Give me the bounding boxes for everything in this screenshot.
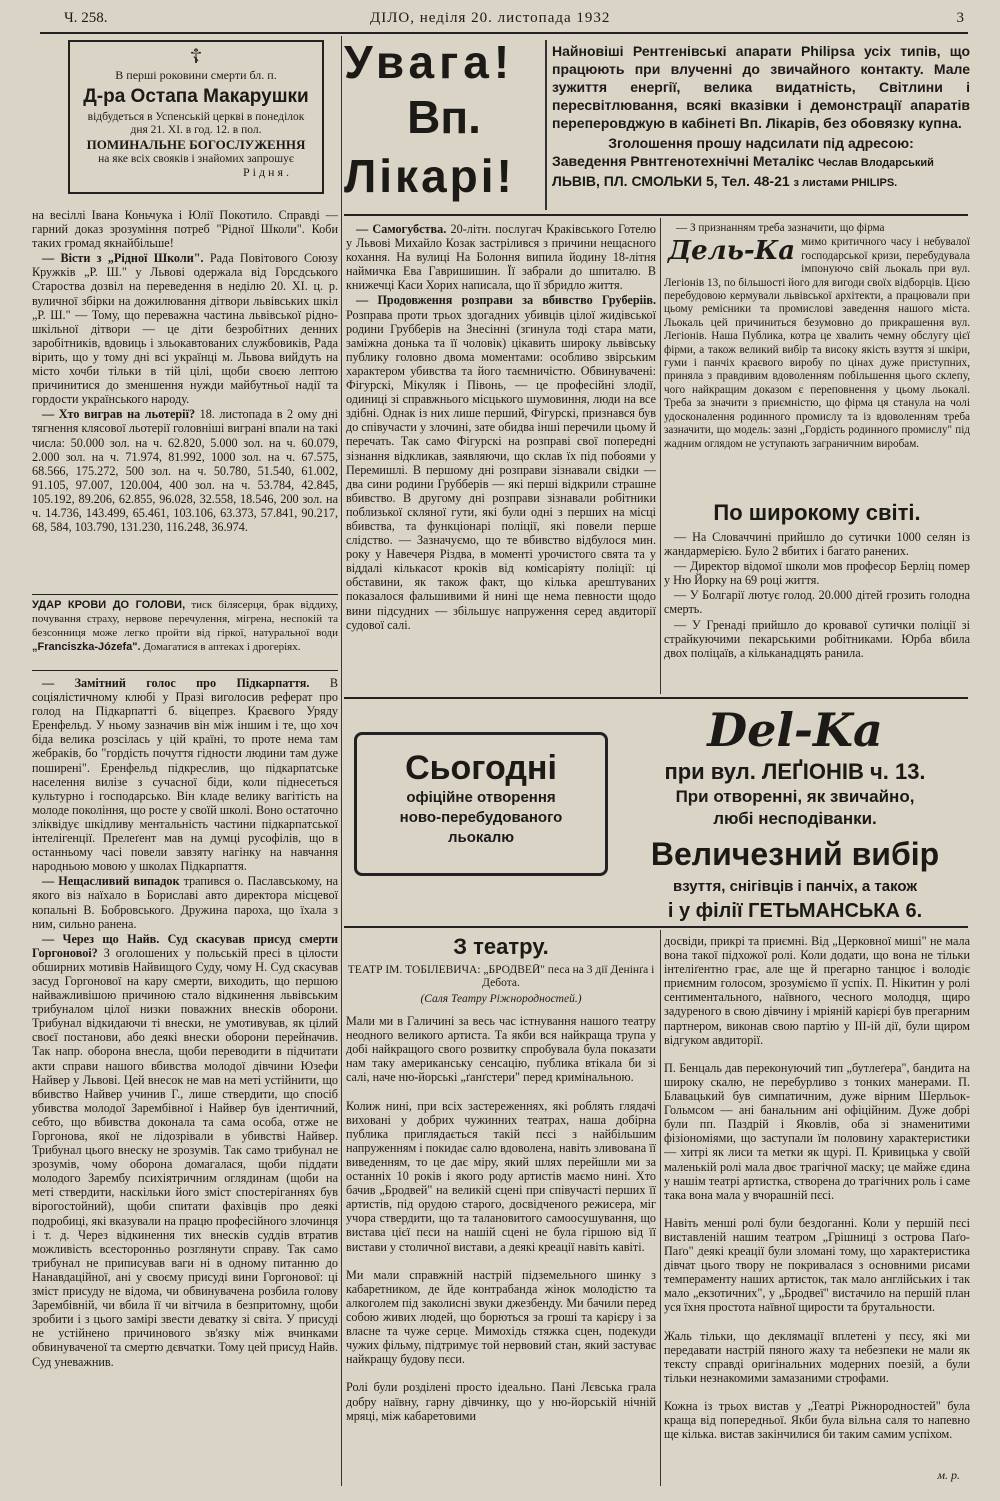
left-rule-2 [32, 670, 338, 671]
obituary-line3: на яке всіх свояків і знайомих запрошує [98, 153, 294, 165]
delka-logo: Del-Ka [707, 703, 883, 757]
delka-line3: любі несподіванки. [713, 809, 877, 828]
opening-line1: офіційне отворення [406, 789, 556, 806]
world-item-1: — На Словаччині прийшло до сутички 1000 селян із жандармерією. Було 2 вбитих і багато ранених. [664, 530, 970, 559]
theatre-signature: м. р. [937, 1468, 960, 1482]
delka-line2: При отворенні, як звичайно, [675, 787, 915, 806]
page-header [40, 6, 968, 32]
xray-line2: усіх типів, що працюють при влученні до звичайного контакту. Мале зужиття енергії, велика видатність, Світлини і пересвітлювання, всякі вказівки і демонстрації апаратів переперовджую в кабінеті Вп. Лікарів, без обовязку купна. [552, 43, 970, 131]
xray-line4b: Чеслав Влодарський [818, 157, 934, 169]
news-gruber-trial: — Продовження розправи за вбивство Груберіів. Розправа проти трьох здогадних убивців цілої жидівської родини Грубберів на Знесінні (згинула тоді стара мати, заміжна донька та її чоловік) цікавить широку львівську публику головно двома моментами: особливо звірським характером убивства та його таємничістю. Обвинувачені: Фігурскі, Мікуляк і Півонь, — це професійні злодії, одиниці зі справжнього місцького шумовиння, люди на все здібні. Однак із них лише перший, Фігурскі, признався був до співучасти у злочині, зате обидва інші перечили цьому й перечать. Так само Фігурскі на розправі свої попередні зізнання відкликав, заявляючи, що склав їх під побоями у Перемишлі. В першому дні розправи зізнавали свідки — два сини родини Грубберів — які перші відкрили страшне вбивство. В другому дні розправи зізнавали робітники поблизької скляної гути, які були одні з перших на місці вбивства, та функціонарі поліції, які повели перше слідство. — Зазначуємо, що те вбивство відбулося мин. року у Навечеря Різдва, в моменті урочистого свята та у віддалі кількасот кроків від комісаріяту поліції: ці обставини, як також факт, що кілька арештуваних показалося фальшивими й нині ще нема певности щодо вини підсудних — збільшує напруження серед авдиторії судової салі. [346, 293, 656, 632]
news-lottery: — Хто виграв на льотерії? 18. листопада в 2 ому дні тягнення клясової льотерії головніші виграні впали на такі числа: 50.000 зол. на ч. 62.820, 5.000 зол. на ч. 60.079, 2.000 зол. на ч. 71.974, 81.992, 1000 зол. на ч. 67.575, 68.566, 175.272, 500 зол. на ч. 50.780, 51.540, 61.002, 91.105, 97.007, 120.004, 400 зол. на ч. 53.784, 42.845, 105.192, 89.206, 62.855, 96.028, 32.558, 18.546, 200 зол. на ч. 14.736, 143.499, 65.461, 103.106, 63.373, 57.841, 90.217, 68, 584, 103.790, 131.230, 116.248, 36.974. [32, 407, 338, 535]
opening-line2: ново-перебудованого [399, 809, 563, 826]
issue-number: Ч. 258. [64, 10, 108, 26]
news-suicides: — Самогубства. 20-літн. послугач Краківського Готелю у Львові Михайло Козак застрілився з причини нещасного кохання. На вулиці На Болоння випила йодину 18-літня наймичка Ева Гавришишин. Її забрали до шпиталю. В книжечці Каси Хорих написала, що її збридло життя. [346, 222, 656, 293]
world-news-title: По широкому світі. [713, 500, 921, 525]
column-divider-3 [660, 930, 661, 1486]
obituary-line1: В перші роковини смерти бл. п. [115, 68, 277, 82]
ad-headline: УДАР КРОВИ ДО ГОЛОВИ, [32, 599, 186, 611]
delka-line6: і у філії ГЕТЬМАНСЬКА 6. [667, 900, 923, 922]
xray-rule [344, 214, 968, 216]
xray-line1a: Найновіші [552, 43, 633, 59]
obituary-signature: Рідня. [242, 165, 292, 179]
header-rule [40, 32, 968, 34]
ad-tail: Домагатися в аптеках і дрогеріях. [143, 641, 301, 653]
mid-rule [344, 697, 968, 699]
middle-column [346, 222, 656, 692]
theatre-column-2: досвіди, прикрі та приємні. Від „Церковної миші" не мала вона такої підхожої ролі. Коли додати, що вона не тільки інтеліґентно грає, але ще й прегарно танцює і володіє приємним голосом, зрозуміємо її успіх. П. Нікитин у ролі сентиментального, наївного, чесного молодця, щиро задуреного в свою дівчину і мріяній карієрі був прегарним партнером, виконав свою партію у ІІІ-ій дії, були щиром відгуком авдиторії. П. Бенцаль дав переконуючий тип „бутлеґера", бандита на широку скалю, не перебурливо з тонких манерами. П. Блавацький був симпатичним, дуже вірним Шерльок-Гольмсом — ані банальним ані офіційним. Дуже добрі були пп. Паздрій і Яковлів, оба зі знаменитими фізіономіями, що заступали їм половину характеристики — хитрі як лиси та метки як щурі. П. Кривицька у своїй маленькій ролі мала двоє трагічної маску; це майже єдина у нашім театрі артистка, створена до трагічних роль і саме така вона мала у вчорашній пєсі. Навіть менші ролі були бездоганні. Коли у першій пєсі виставленій нашим театром „Грішниці з острова Паґо-Паґо" деякі креації були зломані тому, що характеристика дівчат цього твору не покривалася з основними рисами темпераменту наших артисток, так мало англійських і так мало „екзотичних", у „Бродвеї" вистачило на першій план уся їхня простота наївної щирости та брутальности. Жаль тільки, що деклямації вплетені у пєсу, які ми передавати настрій пяного жаху та небезпеки не мали як тексту справді оригінальних модерних поезій, а були тільки незнакомими замазаними строфами. Кожна із трьох вистав у „Театрі Ріжнородностей" була краща від попередньої. Якби була вільна саля то напевно ще кілька. вистав закінчилися би таким самим успіхом. [664, 934, 970, 1442]
ad-attention: Увага! [344, 36, 515, 88]
ad-brand: „Franciszka-Józefa". [32, 641, 141, 653]
ad-text: тиск білясерця, брак віддиху, почування страху, нервове перечулення, мігрена, неспокій та безсонниця може легко пройти від гіркої, натуральної води [32, 599, 338, 639]
news-ridna-shkola: — Вісти з „Рідної Школи". Рада Повітового Союзу Кружків „Р. Ш." у Львові одержала від Горсдського Староства дозвіл на переведення в неділю 20. XI. ц. р. вуличної збірки на дожилювання дітвори львівських шкіл „Р. Ш." — Тому, що переважна частина львівської рідно-шкільної дітвори — це діти безробітних денних заробітників, вдовиць і зльокавтованих службовиків, Рада вірить, що у тому дні всі українці м. Львова вийдуть на місто хочби тільки в тій цілі, щоби своєю лептою причинитися до зменшення нужди майбутньої надії та гордости українського народу. [32, 251, 338, 407]
world-item-3: — У Болгарії лютує голод. 20.000 дітей грозить голодна смерть. [664, 588, 970, 617]
world-item-4: — У Гренаді прийшло до кровавої сутички поліції зі страйкуючими пекарськими робітниками. Юрба вбила двох поліцаїв, а кільканадцять ранила. [664, 617, 970, 660]
xray-ad-left [344, 36, 544, 212]
theatre-rule [344, 926, 968, 928]
news-accident: — Нещасливий випадок трапився о. Паславському, на якого віз наїхало в Бориславі авто директора місцевої копальні В. Бобровського. Дружина пароха, що їхала з ним, сильно ранена. [32, 874, 338, 931]
world-item-2: — Директор відомої школи мов професор Берліц помер у Ню Йорку на 69 році життя. [664, 559, 970, 588]
xray-ad-right [552, 42, 970, 210]
news-pidkarpattia: — Замітний голос про Підкарпаття. В соціялістичному клюбі у Празі виголосив реферат про голод на Підкарпатті б. віцепрез. Краєвого Уряду Еренфельд. У ньому зазначив він між іншим і те, що хоч біда велика розсілась у цій країні, то проте нема там жебраків, бо "гордість почуття гідности людини там дуже поширені". Еренфельд підкреслив, що підкарпатське населення вилізе з сучасної біди, коли піднесеться культурно і господарсько. Він кладе велику вагітість на молоде покоління, що росте у своїй школі. Воно остаточно зліквідує шкідливу ментальність частини підкарпатської інтелігенції. Прелеґент мав на думці русофілів, що в останньому часі повели завзяту нагінку на навчання народньою мовою у школах Підкарпаття. [32, 676, 338, 874]
theatre-subtitle: ТЕАТР ІМ. ТОБІЛЕВИЧА: „БРОДВЕЙ" песа на 3 дії Денінґа і Дебота. [347, 964, 655, 989]
obituary-line2: відбудеться в Успенській церкві в понеділок дня 21. XI. в год. 12. в пол. [87, 111, 305, 136]
theatre-venue: (Саля Театру Ріжнородностей.) [420, 993, 582, 1005]
xray-line1b: Рентгенівські апарати Philipsа [632, 43, 855, 59]
xray-line5a: ЛЬВІВ, ПЛ. СМОЛЬКИ 5, Тел. 48-21 [552, 173, 790, 189]
delka-note [664, 222, 970, 492]
obituary-name: Д-ра Остапа Макарушки [83, 86, 309, 107]
cross-icon: ☦ [189, 44, 203, 68]
opening-title: Сьогодні [405, 749, 557, 787]
delka-line4: Величезний вибір [650, 836, 940, 872]
obituary-box [68, 40, 324, 194]
column-divider-2 [660, 218, 661, 694]
column-divider-1 [341, 36, 342, 1486]
delka-ad [620, 702, 970, 924]
ad-vp: Вп. [407, 91, 481, 143]
left-rule-1 [32, 594, 338, 595]
delka-note-lead: — З признанням треба зазначити, що фірма [676, 222, 885, 234]
delka-line5: взуття, снігівців і панчіх, а також [672, 878, 918, 895]
intro-paragraph: на весіллі Івана Коньчука і Юлії Покотило. Справді — гарний доказ зрозуміння потреб "Рідної Школи". Коби таких громад якнайбільше! [32, 208, 338, 251]
delka-address: при вул. ЛЕҐІОНІВ ч. 13. [664, 759, 926, 784]
xray-line4a: Заведення Рвнтгенотехнічні Металікс [552, 153, 815, 169]
theatre-title: З театру. [453, 934, 549, 959]
obituary-service: ПОМИНАЛЬНЕ БОГОСЛУЖЕННЯ [86, 137, 306, 152]
xray-line3: Зголошення прошу надсилати під адресою: [608, 135, 914, 151]
delka-small-logo: Дель-Ка [668, 236, 796, 267]
theatre-column-1: Мали ми в Галичині за весь час істнування нашого театру неодного великого артиста. Та якби вся найкраща трупа у добі найкращого свого розвитку спробувала була показати нам таку американську сенсацію, публика втікала би зі салі, наче ню-йорські „ґанґстери" перед кримінальною. Колиж нині, при всіх застереженнях, які роблять глядачі виховані у добрих чужинних театрах, наша добірна публика приглядається такій пєсі з найбільшим напруженням і покидає салю вдоволена, навіть зливована її виведенням, то це дає міру, який шлях перейшли ми за останніх 10 років і якого роду артистів маємо нині. Хто бачив „Бродвей" на великій сцені при співучасті перших її артистів, під орудою старого, досвідченого режисера, міг учора ствердити, що та талановитого самоосушування, що вистава цієї пєси на нашій сцені не була гіршою від її вистави у столичної вистави, а деякі креації навіть кавіті. Ми мали справжній настрій підземельного шинку з кабаретником, де йде контрабанда жінок молодістю та алкоголем під заколисні звуки джезбенду. Ми бачили перед собою живих людей, що борються за гроші та карієру і за власне та чуже серце. Мимохідь стяжка сцен, подекуди чужих фільму, підтримує той нервовий стан, який застуває найкращу будову пєси. Ролі були розділені просто ідеально. Пані Лєвська грала добру наївну, гарну дівчинку, що у ню-йорській нічній мряці, між кабаретовими [346, 1014, 656, 1423]
world-news [664, 530, 970, 694]
left-column-bottom [32, 676, 338, 1482]
delka-note-text: мимо критичного часу і небувалої господарської кризи, перебудувала імпонуючо свій льокаль при вул. Легіонів 13, по більшості його для вигоди своїх відборців. Цією перебудовою кермували львівської архітекти, а працювали при цьому ремісники та промислові заведення нашого міста. Льокаль цей причиниться безумовно до прикрашення вул. Легіонів. Наша Публика, котра це хвалить чемну обслугу цієї фірми, а також великий вибір та високу якість взуття зі шкіри, гуми і панчіх краєвого виробу по цінах дуже приступних, приняла з правдивим вдоволенням побільшення цього склепу, чого найкращим доказом є переповнення у цьому льокалі. Треба за значити з приємністю, що фірма ця станула на чолі удосконалення родинного промислу та із вдоволенням треба зазначити, що модель: зазні „Гордість родинного промислу" під жадним оглядом не уступають заграничним виробам. [664, 236, 970, 450]
franciszka-jozefa-ad [32, 598, 338, 668]
news-supreme-court: — Через що Найв. Суд скасував присуд смерти Горгоновоі? З оголошених у польській пресі в цілости обширних мотивів Найвищого Суду, чому Н. Суд скасував засуд Горгонової на кару смерти, виходить, що першою найважливішою причиною стало відкинення львівським трибуналом цілої низки поважних внесків оборони. Трибунал відкидаючи ті внески, не умотивував, як цілий своєї постанови, або деякі внески оборони перейначив. Так напр. оборона внесла, щоби переводити в підчитати акти справи нашого вбивства молодої дівчини Юзефи Найвер у Львові. Цей внесок не мав на меті устійнити, що вбивство Найвер учинив Г., лише ствердити, що спосіб убивства молодої Зарембівної і Найвер був ідентичний, себто, що вбивства доконала та сама особа, отже не Горгонова, якої не лідозрівали в убивстві Найвер. Трибунал цього внеску не зрозумів. Так само трибунал не зрозумів, чому оборона домагалася, щоби піддати молодого Зарембу психіятричним оглядинам (щоби на меті ствердити, наскільки його зміст спостеріганнях був вірогостойний), щоби спитати фахівців про деякі подробиці, які вказували на працю професійного злочинця і т. д. Через відкинення тих внесків суддів втратив можливість всесторонньо розглянути справу. Так само трибунал не приписував ваги ні в одному питанню до Нанавдаційної, ані у своєму присуді вини Горгонової: ці зміст присуду не відома, чи обвинувачена розбила голову Зарембівній, чи вбила її чи вітчила в безпритомну, щоби зробити і з цього замірі звести деватку зі світа. У присуді не устійнено причинового зв'язку між вчинками обвинуваченої та смертю дєвчатки. Тому цей присуд Найв. Суд уневажнив. [32, 931, 338, 1369]
page-number: 3 [956, 10, 964, 26]
xray-line5b: з листами PHILIPS. [793, 177, 898, 189]
left-column-top [32, 208, 338, 590]
opening-line3: льокалю [447, 829, 515, 846]
xray-divider [545, 40, 547, 210]
ad-doctors: Лікарі! [344, 150, 515, 202]
opening-box [354, 732, 608, 876]
masthead: ДІЛО, неділя 20. листопада 1932 [370, 10, 611, 26]
